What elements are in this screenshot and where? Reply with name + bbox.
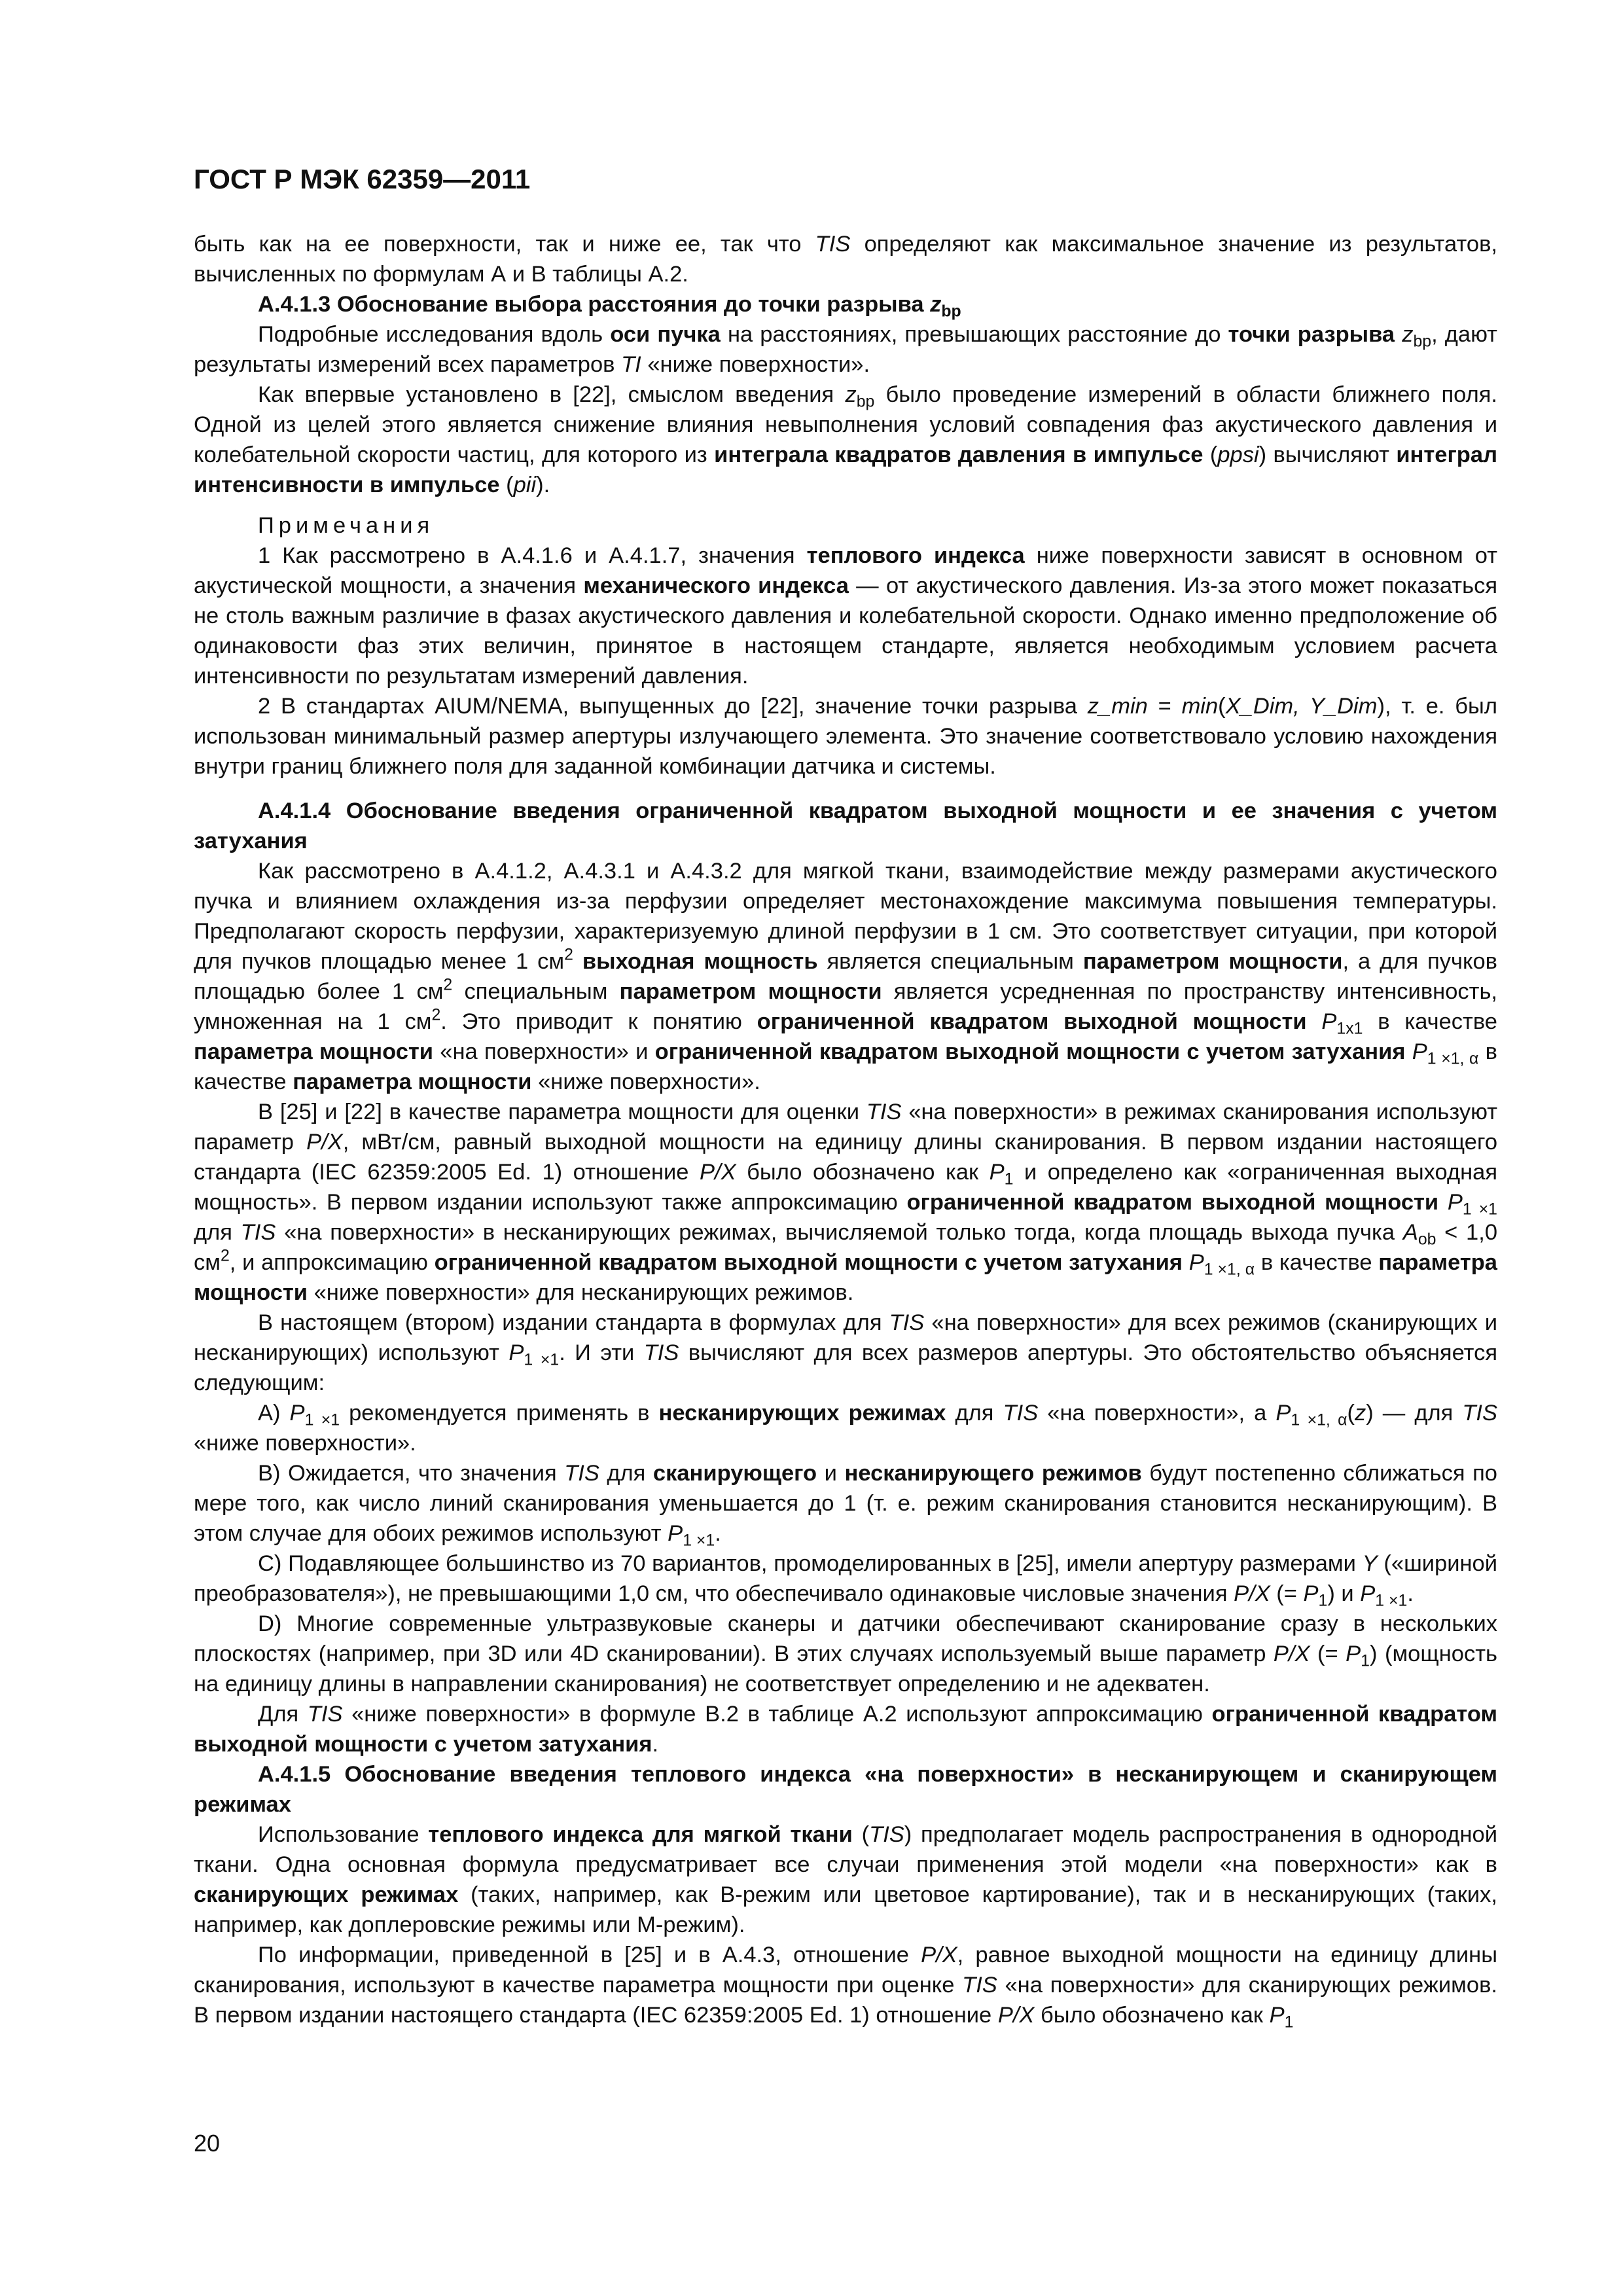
page-number: 20 [194,2130,221,2157]
section-heading: А.4.1.5 Обоснование введения теплового индекса «на поверхности» в несканирующем и сканирующем режимах [194,1762,1497,1817]
document-body [194,229,1497,2030]
notes-heading: Примечания [258,513,435,538]
paragraph: В [25] и [22] в качестве параметра мощности для оценки TIS «на поверхности» в режимах сканирования используют параметр P/X, мВт/см, равный выходной мощности на единицу длины сканирования. В первом издании настоящего стандарта (IEC 62359:2005 Ed. 1) отношение P/X было обозначено как $P_1$ и определено как «ограниченная выходная мощность». В первом издании используют также аппроксимацию ограниченной квадратом выходной мощности $P_{1 \times 1}$ для TIS «на поверхности» в несканирующих режимах, вычисляемой только тогда, когда площадь выхода пучка $A_{ob} < 1,0$ $см^2$, и аппроксимацию ограниченной квадратом выходной мощности с учетом затухания $P_{1 \times 1, \alpha}$ в качестве параметра мощности «ниже поверхности» для несканирующих режимов. [194,1100,1498,1305]
paragraph: По информации, приведенной в [25] и в А.4.3, отношение P/X, равное выходной мощности на единицу длины сканирования, используют в качестве параметра мощности при оценке TIS «на поверхности» для сканирующих режимов. В первом издании настоящего стандарта (IEC 62359:2005 Ed. 1) отношение P/X было обозначено как $P_1$ [194,1943,1497,2032]
section-heading: А.4.1.3 Обоснование выбора расстояния до точки разрыва $z_{bp}$ [258,292,961,321]
section-heading: А.4.1.4 Обоснование введения ограниченной квадратом выходной мощности и ее значения с учетом затухания [194,798,1497,853]
paragraph: 2 В стандартах AIUM/NEMA, выпущенных до [22], значение точки разрыва z_min = min(X_Dim, Y_Dim), т. е. был использован минимальный размер апертуры излучающего элемента. Это значение соответствовало условию нахождения внутри границ ближнего поля для заданной комбинации датчика и системы. [194,694,1497,779]
paragraph: A) $P_{1 \times 1}$ рекомендуется применять в несканирующих режимах для TIS «на поверхности», а $P_{1 \times 1, \alpha}(z)$ — для TIS «ниже поверхности». [194,1401,1498,1456]
paragraph: Для TIS «ниже поверхности» в формуле В.2 в таблице А.2 используют аппроксимацию ограниченной квадратом выходной мощности с учетом затухания. [194,1702,1498,1757]
paragraph: Как впервые установлено в [22], смыслом введения $z_{bp}$ было проведение измерений в области ближнего поля. Одной из целей этого является снижение влияния невыполнения условий совпадения фаз акустического давления и колебательной скорости частиц, для которого из интеграла квадратов давления в импульсе (ppsi) вычисляют интеграл интенсивности в импульсе (pii). [194,382,1497,497]
paragraph: Как рассмотрено в А.4.1.2, А.4.3.1 и А.4.3.2 для мягкой ткани, взаимодействие между размерами акустического пучка и влиянием охлаждения из-за перфузии определяет местонахождение максимума повышения температуры. Предполагают скорость перфузии, характеризуемую длиной перфузии в 1 см. Это соответствует ситуации, при которой для пучков площадью менее 1 $см^2$ выходная мощность является специальным параметром мощности, а для пучков площадью более 1 $см^2$ специальным параметром мощности является усредненная по пространству интенсивность, умноженная на 1 $см^2$. Это приводит к понятию ограниченной квадратом выходной мощности $P_{1x1}$ в качестве параметра мощности «на поверхности» и ограниченной квадратом выходной мощности с учетом затухания $P_{1 \times 1, \alpha}$ в качестве параметра мощности «ниже поверхности». [194,859,1498,1094]
paragraph: 1 Как рассмотрено в А.4.1.6 и А.4.1.7, значения теплового индекса ниже поверхности зависят в основном от акустической мощности, а значения механического индекса — от акустического давления. Из-за этого может показаться не столь важным различие в фазах акустического давления и колебательной скорости. Однако именно предположение об одинаковости фаз этих величин, принятое в настоящем стандарте, является необходимым условием расчета интенсивности по результатам измерений давления. [194,543,1498,689]
paragraph: быть как на ее поверхности, так и ниже ее, так что TIS определяют как максимальное значение из результатов, вычисленных по формулам А и В таблицы А.2. [194,232,1498,287]
paragraph: C) Подавляющее большинство из 70 вариантов, промоделированных в [25], имели апертуру размерами Y («шириной преобразователя»), не превышающими 1,0 см, что обеспечивало одинаковые числовые значения P/X (= $P_1$) и $P_{1 \times 1}$. [194,1551,1497,1610]
paragraph: B) Ожидается, что значения TIS для сканирующего и несканирующего режимов будут постепенно сближаться по мере того, как число линий сканирования уменьшается до 1 (т. е. режим сканирования становится несканирующим). В этом случае для обоих режимов используют $P_{1 \times 1}$. [194,1461,1497,1550]
paragraph: Подробные исследования вдоль оси пучка на расстояниях, превышающих расстояние до точки разрыва $z_{bp}$, дают результаты измерений всех параметров TI «ниже поверхности». [194,322,1497,377]
paragraph: Использование теплового индекса для мягкой ткани (TIS) предполагает модель распространения в однородной ткани. Одна основная формула предусматривает все случаи применения этой модели «на поверхности» как в сканирующих режимах (таких, например, как В-режим или цветовое картирование), так и в несканирующих (таких, например, как доплеровские режимы или М-режим). [194,1822,1498,1937]
paragraph: D) Многие современные ультразвуковые сканеры и датчики обеспечивают сканирование сразу в нескольких плоскостях (например, при 3D или 4D сканировании). В этих случаях используемый выше параметр P/X (= $P_1$) (мощность на единицу длины в направлении сканирования) не соответствует определению и не адекватен. [194,1611,1498,1696]
paragraph: В настоящем (втором) издании стандарта в формулах для TIS «на поверхности» для всех режимов (сканирующих и несканирующих) используют $P_{1 \times 1}$. И эти TIS вычисляют для всех размеров апертуры. Это обстоятельство объясняется следующим: [194,1310,1497,1395]
document-header: ГОСТ Р МЭК 62359—2011 [194,164,531,194]
